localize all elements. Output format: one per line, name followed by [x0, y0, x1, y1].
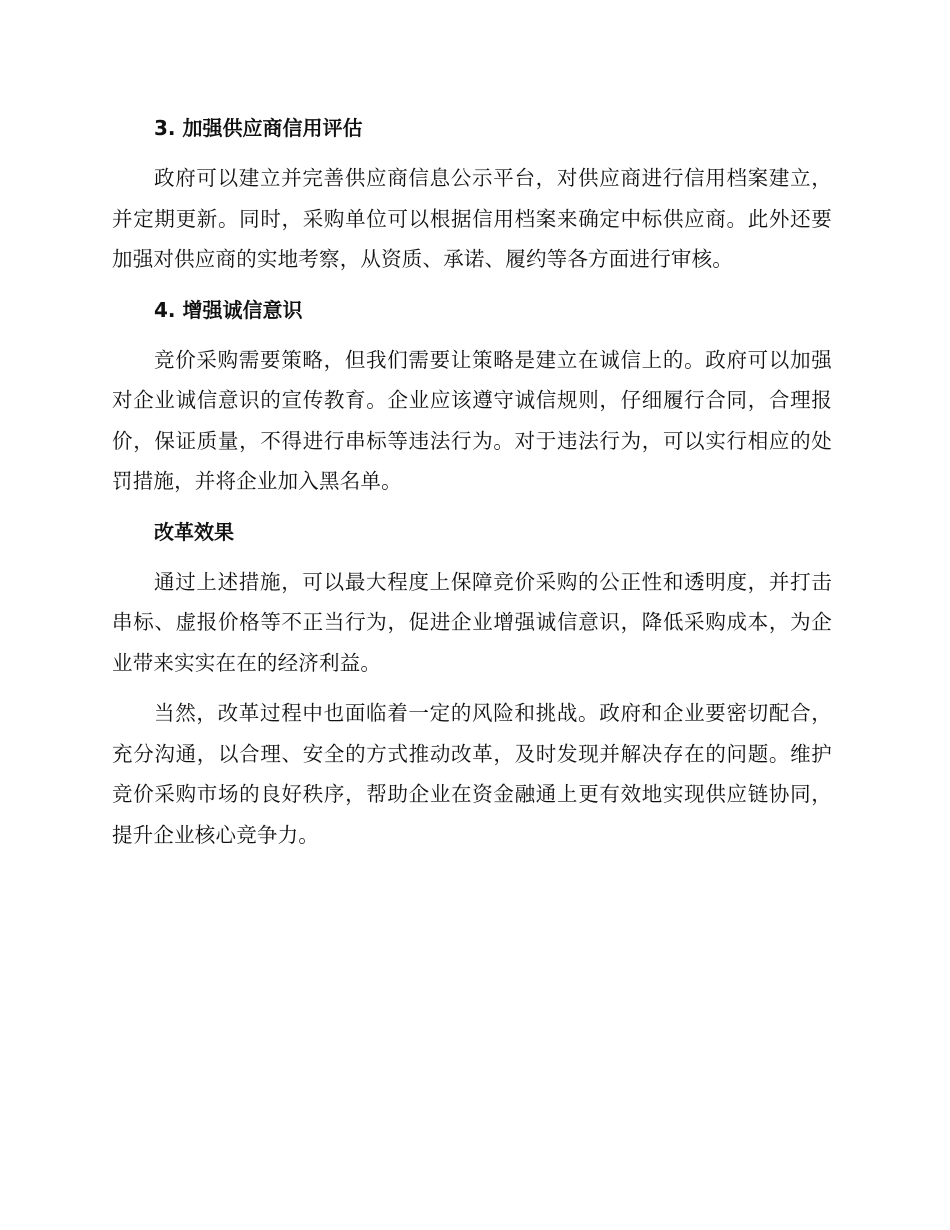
paragraph: 竞价采购需要策略，但我们需要让策略是建立在诚信上的。政府可以加强对企业诚信意识的宣传教育。企业应该遵守诚信规则，仔细履行合同，合理报价，保证质量，不得进行串标等违法行为。对于违法行为，可以实行相应的处罚措施，并将企业加入黑名单。	[112, 347, 832, 493]
section-heading: 3. 加强供应商信用评估	[154, 116, 363, 140]
paragraph: 当然，改革过程中也面临着一定的风险和挑战。政府和企业要密切配合，充分沟通，以合理、安全的方式推动改革，及时发现并解决存在的问题。维护竞价采购市场的良好秩序，帮助企业在资金融通上更有效地实现供应链协同，提升企业核心竞争力。	[112, 701, 832, 847]
section-heading: 4. 增强诚信意识	[154, 297, 303, 322]
paragraph: 政府可以建立并完善供应商信息公示平台，对供应商进行信用档案建立，并定期更新。同时，采购单位可以根据信用档案来确定中标供应商。此外还要加强对供应商的实地考察，从资质、承诺、履约等各方面进行审核。	[112, 166, 832, 271]
section-reform-effects	[112, 512, 832, 856]
section-integrity-awareness	[112, 290, 832, 502]
section-credit-evaluation	[112, 108, 832, 280]
paragraph: 通过上述措施，可以最大程度上保障竞价采购的公正性和透明度，并打击串标、虚报价格等不正当行为，促进企业增强诚信意识，降低采购成本，为企业带来实实在在的经济利益。	[112, 569, 832, 675]
section-heading: 改革效果	[154, 519, 234, 544]
document-body	[112, 108, 832, 865]
